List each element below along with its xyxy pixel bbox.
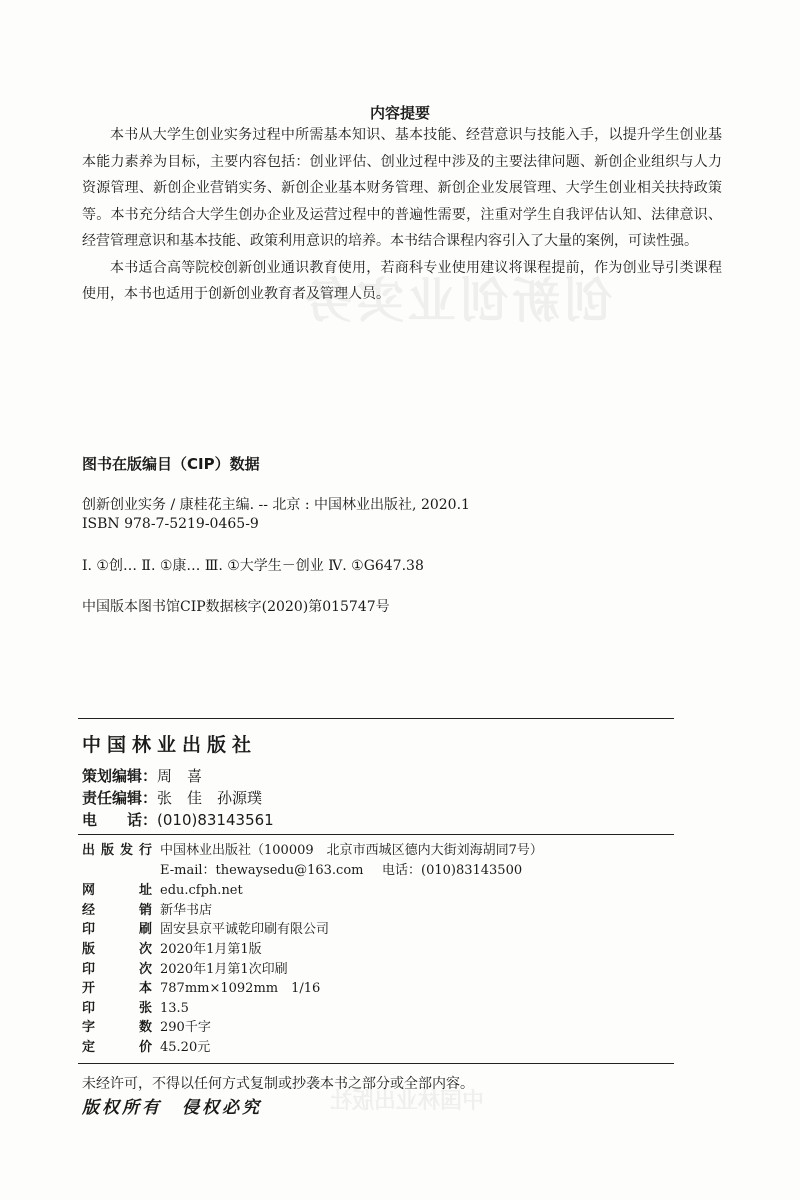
info-label: 定价: [82, 1040, 152, 1055]
cip-isbn: ISBN 978-7-5219-0465-9: [82, 516, 259, 532]
cip-heading: 图书在版编目（CIP）数据: [82, 455, 260, 473]
staff-planning-editor: [82, 765, 202, 786]
info-phone: 电话：(010)83143500: [382, 863, 523, 878]
info-label: 开本: [82, 981, 152, 996]
info-value: edu.cfph.net: [160, 883, 243, 898]
info-value: 290千字: [160, 1020, 211, 1035]
staff-value: 张 佳 孙源璞: [157, 789, 263, 807]
show-through-publisher: 中国林业出版社: [330, 1088, 485, 1114]
info-value: 固安县京平诚乾印刷有限公司: [160, 922, 330, 937]
divider-middle: [78, 834, 674, 835]
cip-record-number: 中国版本图书馆CIP数据核字(2020)第015747号: [82, 599, 390, 615]
staff-label: 电 话：: [82, 811, 158, 829]
info-label: 出版发行: [82, 843, 152, 858]
copy-notice: 未经许可，不得以任何方式复制或抄袭本书之部分或全部内容。: [82, 1076, 474, 1092]
divider-top: [78, 718, 674, 719]
info-label: 印次: [82, 962, 152, 977]
rights-statement: 版权所有 侵权必究: [82, 1098, 262, 1118]
info-value: 787mm×1092mm 1/16: [160, 981, 321, 996]
staff-value: 周 喜: [157, 767, 203, 785]
info-label: 印刷: [82, 922, 152, 937]
staff-phone: [82, 809, 274, 830]
info-value: 2020年1月第1次印刷: [160, 962, 288, 977]
info-label: 版次: [82, 942, 152, 957]
cip-classification: Ⅰ. ①创… Ⅱ. ①康… Ⅲ. ①大学生－创业 Ⅳ. ①G647.38: [82, 558, 424, 574]
info-email: E-mail：thewaysedu@163.com: [160, 863, 364, 878]
info-label: 网址: [82, 883, 152, 898]
staff-responsible-editor: [82, 787, 262, 808]
info-value: 45.20元: [160, 1040, 211, 1055]
show-through-title: 创新创业实务: [300, 273, 613, 329]
cip-book-line: 创新创业实务 / 康桂花主编. -- 北京 : 中国林业出版社, 2020.1: [82, 497, 470, 513]
info-label: 经销: [82, 903, 152, 918]
info-label: 印张: [82, 1001, 152, 1016]
staff-value: (010)83143561: [157, 811, 274, 829]
summary-paragraph-2: 本书适合高等院校创新创业通识教育使用，若商科专业使用建议将课程提前，作为创业导引类课程使用，本书也适用于创新创业教育者及管理人员。: [82, 259, 722, 302]
publisher-name: 中国林业出版社: [82, 734, 258, 756]
staff-label: 责任编辑：: [82, 789, 158, 807]
info-label: 字数: [82, 1020, 152, 1035]
summary-body: [82, 122, 722, 308]
info-value: 13.5: [160, 1001, 189, 1016]
summary-paragraph-1: 本书从大学生创业实务过程中所需基本知识、基本技能、经营意识与技能入手，以提升学生创业基本能力素养为目标，主要内容包括：创业评估、创业过程中涉及的主要法律问题、新创企业组织与人力资源管理、新创企业营销实务、新创企业基本财务管理、新创企业发展管理、大学生创业相关扶持政策等。本书充分结合大学生创办企业及运营过程中的普遍性需要，注重对学生自我评估认知、法律意识、经营管理意识和基本技能、政策利用意识的培养。本书结合课程内容引入了大量的案例，可读性强。: [82, 127, 722, 249]
summary-title: 内容提要: [369, 104, 430, 122]
divider-bottom: [78, 1063, 674, 1064]
staff-label: 策划编辑：: [82, 767, 158, 785]
info-value: 新华书店: [160, 903, 213, 918]
info-value: 2020年1月第1版: [160, 942, 262, 957]
info-value: 中国林业出版社（100009 北京市西城区德内大街刘海胡同7号）: [160, 843, 543, 858]
